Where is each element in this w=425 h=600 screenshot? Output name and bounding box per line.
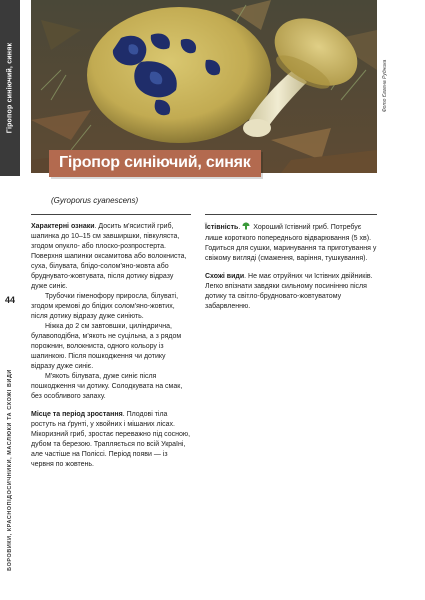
similar-text: . Не має отруйних чи їстівних двійників. Легко впізнати завдяки сильному посинінню після дотику та світло-брудновато-жовтуватому забарвленню. <box>205 273 373 310</box>
edibility-label: Їстівність <box>205 224 239 231</box>
habitat-paragraph <box>31 410 191 470</box>
page-number: 44 <box>0 290 20 310</box>
section-tab-label: Гіропор синіючий, синяк <box>6 42 14 134</box>
stem-paragraph: Ніжка до 2 см завтовшки, циліндрична, булавоподібна, м'якоть не суцільна, а з рядом порожнин, волокниста, одного кольору із шапинкою. Після пошкодження чи дотику відразу дуже синіє. <box>31 323 182 370</box>
edibility-text: Хороший їстівний гриб. Потребує лише короткого попереднього відварювання (5 хв). Годиться для сушки, маринування та приготування у свіжому вигляді (смаження, варіння, тушкування). <box>205 224 377 262</box>
habitat-text: . Плодові тіла ростуть на ґрунті, у хвойних і мішаних лісах. Мікоризний гриб, зростає переважно під сосною, дубом та березою. Трапляється по всій Україні, але частіше на Поліссі. Період появи — із червня по жовтень. <box>31 411 191 468</box>
flesh-paragraph: М'якоть білувата, дуже синіє після пошкодження чи дотику. Солодкувата на смак, без особливого запаху. <box>31 373 183 400</box>
latin-name: (Gyroporus cyanescens) <box>51 196 139 205</box>
features-paragraph <box>31 222 191 292</box>
left-column-rule <box>31 214 191 215</box>
photo-credit: Фото Євгена Рудника <box>382 59 388 113</box>
habitat-label: Місце та період зростання <box>31 411 123 418</box>
right-column <box>205 222 377 312</box>
tubes-paragraph: Трубочки гіменофору приросла, білуваті, згодом кремові до блідих солом'яно-жовтих, після дотику відразу дуже синіють. <box>31 293 179 320</box>
features-text: . Досить м'ясистий гриб, шапинка до 10–15 см завширшки, півкуляста, згодом опукло- або плоско-розпростерта. Поверхня шапинки оксамитова або волокниста, суха, білувата, блідо-солом'яно-жовта або бруднувато-жовтувата, після дотику відразу дуже синіє. <box>31 223 187 290</box>
edibility-paragraph: Їстівність. Хороший їстівний гриб. Потребує лише короткого попереднього відварювання (5 хв). Годиться для сушки, маринування та приготування у свіжому вигляді (смаження, варіння, тушкування). <box>205 224 377 262</box>
left-column <box>31 222 191 470</box>
running-foot: БОРОВИКИ, КРАСНОПІДОСИЧНИКИ, МАСЛЮКИ ТА СХОЖІ ВИДИ <box>7 369 13 571</box>
right-column-rule <box>205 214 377 215</box>
section-tab <box>0 0 20 176</box>
similar-paragraph <box>205 272 377 312</box>
mushroom-photo <box>31 0 377 173</box>
title-banner <box>49 150 261 177</box>
page-title: Гіропор синіючий, синяк <box>59 154 251 171</box>
mushroom-icon <box>242 222 250 234</box>
similar-label: Схожі види <box>205 273 245 280</box>
features-label: Характерні ознаки <box>31 223 95 230</box>
